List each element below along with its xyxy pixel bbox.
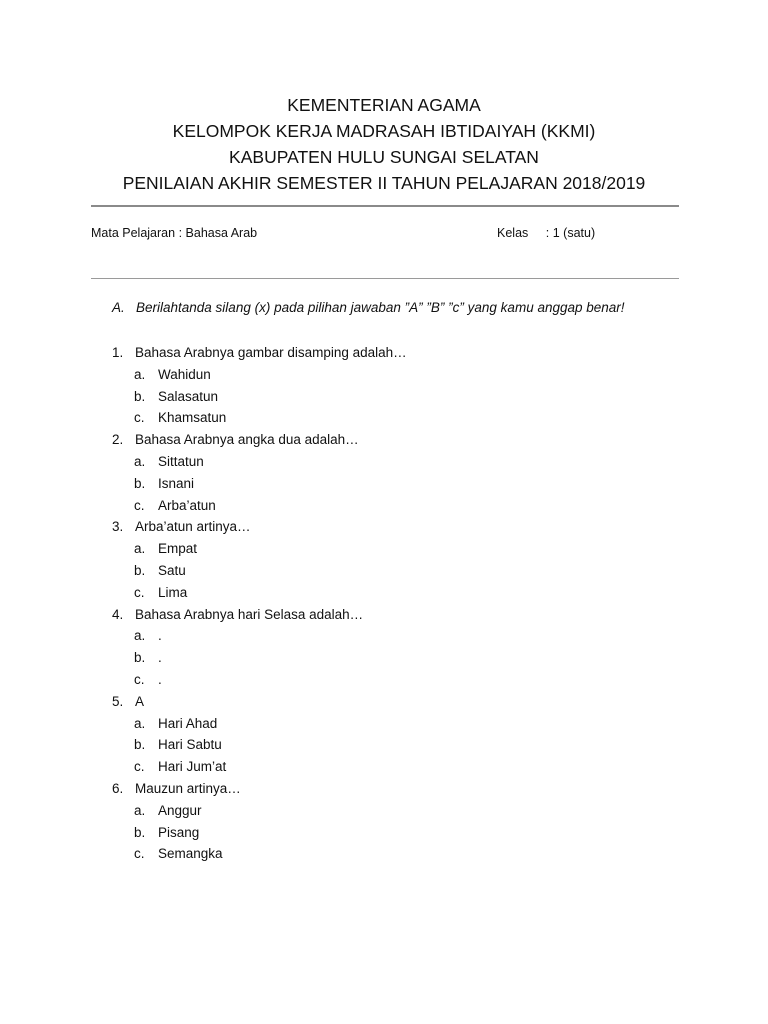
- section-marker: A.: [112, 300, 125, 315]
- question-number: 5.: [112, 693, 124, 709]
- option-text: Isnani: [158, 475, 195, 491]
- section-instruction: [112, 300, 625, 315]
- option-text: Sittatun: [158, 453, 204, 469]
- option-letter: a.: [134, 802, 146, 818]
- option-letter: b.: [134, 562, 146, 578]
- question-number: 6.: [112, 780, 124, 796]
- answer-option: [112, 843, 407, 865]
- answer-option: [112, 495, 407, 517]
- option-text: Satu: [158, 562, 186, 578]
- option-letter: c.: [134, 759, 145, 775]
- answer-option: [112, 625, 407, 647]
- instruction-text: Berilahtanda silang (x) pada pilihan jawaban ”A” ”B” ”c” yang kamu anggap benar!: [136, 300, 625, 315]
- option-text: Anggur: [158, 802, 202, 818]
- question-item: [112, 429, 407, 451]
- option-text: .: [158, 628, 162, 644]
- option-letter: a.: [134, 628, 146, 644]
- answer-option: [112, 407, 407, 429]
- option-text: Salasatun: [158, 388, 219, 404]
- question-text: Bahasa Arabnya angka dua adalah…: [135, 432, 359, 448]
- answer-option: [112, 647, 407, 669]
- option-letter: b.: [134, 824, 146, 840]
- option-letter: c.: [134, 584, 145, 600]
- exam-title: PENILAIAN AKHIR SEMESTER II TAHUN PELAJARAN 2018/2019: [122, 173, 646, 193]
- subject-info: [91, 226, 257, 240]
- option-letter: a.: [134, 453, 146, 469]
- option-text: Semangka: [158, 846, 223, 862]
- answer-option: [112, 386, 407, 408]
- question-item: [112, 604, 407, 626]
- answer-option: [112, 669, 407, 691]
- option-text: .: [158, 650, 162, 666]
- option-text: .: [158, 671, 162, 687]
- question-number: 2.: [112, 432, 124, 448]
- answer-option: [112, 822, 407, 844]
- option-text: Arba’atun: [158, 497, 216, 513]
- question-number: 1.: [112, 345, 124, 360]
- option-text: Hari Jum’at: [158, 759, 227, 775]
- option-letter: a.: [134, 541, 146, 557]
- question-item: [112, 516, 407, 538]
- question-text: Arba’atun artinya…: [135, 519, 251, 535]
- answer-option: [112, 582, 407, 604]
- question-text: Bahasa Arabnya gambar disamping adalah…: [135, 345, 407, 360]
- option-letter: b.: [134, 388, 146, 404]
- question-text: Mauzun artinya…: [135, 780, 241, 796]
- question-list: [112, 342, 407, 865]
- option-letter: b.: [134, 737, 146, 753]
- regency-title: KABUPATEN HULU SUNGAI SELATAN: [229, 147, 539, 167]
- answer-option: [112, 756, 407, 778]
- answer-option: [112, 538, 407, 560]
- option-letter: c.: [134, 410, 145, 426]
- answer-option: [112, 473, 407, 495]
- option-text: Khamsatun: [158, 410, 227, 426]
- option-text: Wahidun: [158, 366, 211, 382]
- option-letter: b.: [134, 650, 146, 666]
- working-group-title: KELOMPOK KERJA MADRASAH IBTIDAIYAH (KKMI): [172, 121, 596, 141]
- option-letter: c.: [134, 497, 145, 513]
- question-number: 4.: [112, 606, 124, 622]
- answer-option: [112, 364, 407, 386]
- option-text: Hari Ahad: [158, 715, 218, 731]
- answer-option: [112, 734, 407, 756]
- document-header: [0, 92, 768, 196]
- option-letter: a.: [134, 366, 146, 382]
- answer-option: [112, 800, 407, 822]
- question-text: A: [135, 693, 145, 709]
- question-text: Bahasa Arabnya hari Selasa adalah…: [135, 606, 364, 622]
- question-number: 3.: [112, 519, 124, 535]
- answer-option: [112, 560, 407, 582]
- subject-label: Mata Pelajaran: [91, 226, 176, 240]
- question-item: [112, 778, 407, 800]
- option-letter: c.: [134, 846, 145, 862]
- header-divider: [91, 205, 679, 207]
- option-text: Lima: [158, 584, 188, 600]
- meta-divider: [91, 278, 679, 279]
- subject-separator: :: [178, 226, 183, 240]
- ministry-title: KEMENTERIAN AGAMA: [287, 95, 481, 115]
- question-item: [112, 691, 407, 713]
- class-label: Kelas: [497, 226, 529, 240]
- answer-option: [112, 713, 407, 735]
- option-text: Empat: [158, 541, 198, 557]
- option-text: Pisang: [158, 824, 200, 840]
- class-info: [497, 226, 595, 240]
- question-item: [112, 342, 407, 364]
- option-text: Hari Sabtu: [158, 737, 222, 753]
- subject-value: Bahasa Arab: [185, 226, 258, 240]
- class-separator: :: [545, 226, 550, 240]
- answer-option: [112, 451, 407, 473]
- option-letter: b.: [134, 475, 146, 491]
- class-value: 1 (satu): [552, 226, 596, 240]
- option-letter: a.: [134, 715, 146, 731]
- option-letter: c.: [134, 671, 145, 687]
